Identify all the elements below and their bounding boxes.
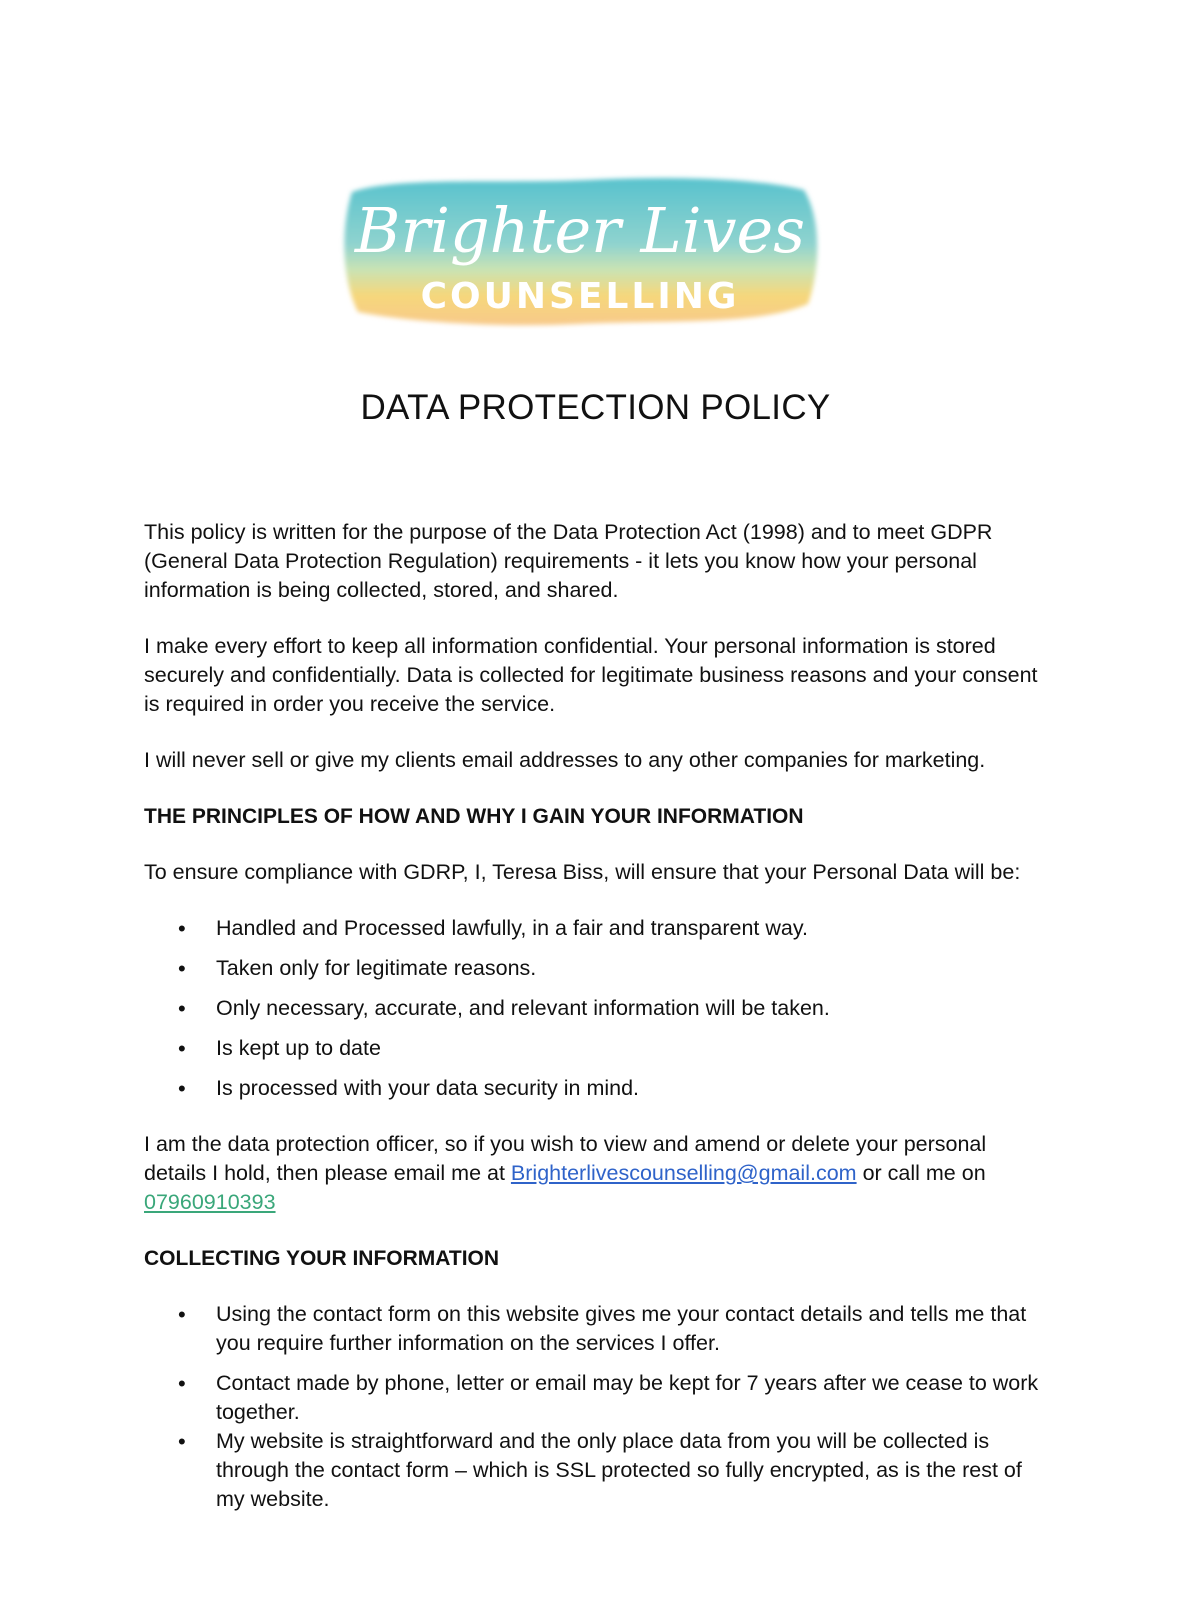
logo-watercolor-icon	[338, 170, 822, 330]
list-item: • Only necessary, accurate, and relevant information will be taken.	[144, 994, 1044, 1023]
principles-heading: THE PRINCIPLES OF HOW AND WHY I GAIN YOUR INFORMATION	[144, 805, 804, 828]
list-item: • Handled and Processed lawfully, in a fair and transparent way.	[144, 914, 1044, 943]
logo-script-text: Brighter Lives	[354, 194, 806, 267]
list-item: • Is kept up to date	[144, 1034, 1044, 1063]
list-item: • Using the contact form on this website gives me your contact details and tells me that you require further information on the services I offer.	[144, 1300, 1044, 1358]
officer-text-before: I am the data protection officer, so if you wish to view and amend or delete your personal details I hold, then please email me at	[144, 1132, 987, 1185]
principles-list	[144, 914, 1044, 1103]
collecting-heading: COLLECTING YOUR INFORMATION	[144, 1247, 500, 1270]
principles-lead: To ensure compliance with GDRP, I, Teresa Biss, will ensure that your Personal Data will be:	[144, 860, 1021, 884]
list-item: • My website is straightforward and the only place data from you will be collected is through the contact form – which is SSL protected so fully encrypted, as is the rest of my website.	[144, 1427, 1044, 1514]
intro-paragraph-3: I will never sell or give my clients email addresses to any other companies for marketing.	[144, 748, 986, 772]
list-item: • Taken only for legitimate reasons.	[144, 954, 1044, 983]
intro-paragraph-2: I make every effort to keep all information confidential. Your personal information is stored securely and confidentially. Data is collected for legitimate business reasons and your consent is required in order you receive the service.	[144, 634, 1038, 716]
collecting-list-continued	[144, 1427, 1044, 1514]
officer-text-middle: or call me on	[856, 1161, 986, 1185]
intro-paragraph-1: This policy is written for the purpose of the Data Protection Act (1998) and to meet GDPR (General Data Protection Regulation) requirements - it lets you know how your personal information is being collected, stored, and shared.	[144, 520, 993, 602]
list-item: • Is processed with your data security in mind.	[144, 1074, 1044, 1103]
logo-caps-text: COUNSELLING	[420, 276, 740, 317]
officer-paragraph	[144, 1130, 1044, 1217]
brighter-lives-logo	[338, 170, 822, 330]
list-item: • Contact made by phone, letter or email may be kept for 7 years after we cease to work together.	[144, 1369, 1044, 1427]
collecting-list	[144, 1300, 1044, 1427]
phone-link[interactable]: 07960910393	[144, 1190, 276, 1214]
email-link[interactable]: Brighterlivescounselling@gmail.com	[510, 1161, 857, 1185]
policy-body	[144, 518, 1044, 1541]
page-title: DATA PROTECTION POLICY	[360, 388, 831, 427]
